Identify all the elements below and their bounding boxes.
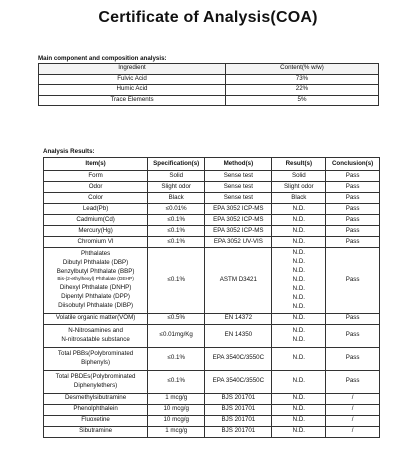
result-cell: N.D. [272,415,326,426]
item-line: N-nitrosatable substance [61,335,130,343]
analysis-heading: Analysis Results: [43,148,95,155]
table-row [44,426,380,437]
table-row [44,393,380,404]
table-row [44,193,380,204]
col-specifications: Specification(s) [148,158,205,171]
composition-table [38,63,379,106]
spec-cell: ≤0.1% [148,226,205,237]
item-line: Biphenyls) [81,358,111,366]
spec-cell: Black [148,193,205,204]
method-cell: EN 14372 [205,313,272,324]
result-cell: Solid [272,171,326,182]
conclusion-cell: Pass [326,226,380,237]
conclusion-cell: Pass [326,193,380,204]
item-cell: Cadmium(Cd) [44,215,148,226]
method-cell: EPA 3540C/3550C [205,347,272,370]
phthalates-items-cell [44,248,148,314]
conclusion-cell: Pass [326,248,380,314]
table-row [39,85,379,96]
result-cell: N.D. [272,370,326,393]
conclusion-cell: Pass [326,347,380,370]
item-cell: Odor [44,182,148,193]
spec-cell: ≤0.1% [148,370,205,393]
document-title: Certificate of Analysis(COA) [98,9,318,26]
col-results: Result(s) [272,158,326,171]
method-cell: EPA 3052 ICP-MS [205,215,272,226]
item-cell: Sibutramine [44,426,148,437]
conclusion-cell: / [326,415,380,426]
table-row [44,182,380,193]
table-row [39,74,379,85]
result-cell: N.D. [272,237,326,248]
conclusion-cell: Pass [326,324,380,347]
spec-cell: 10 mcg/g [148,404,205,415]
method-cell: EPA 3052 ICP-MS [205,204,272,215]
conclusion-cell: Pass [326,171,380,182]
item-cell: Mercury(Hg) [44,226,148,237]
result-cell: N.D. [272,226,326,237]
item-line: Total PBBs(Polybrominated [57,349,134,357]
method-cell: EN 14350 [205,324,272,347]
method-cell: BJS 201701 [205,393,272,404]
phthalate-item: Benzylbutyl Phthalate (BBP) [56,267,135,275]
result-cell: N.D. [272,347,326,370]
table-row [44,215,380,226]
item-line: Diphenylethers) [73,381,118,389]
spec-cell: ≤0.1% [148,237,205,248]
result-cell: N.D. [272,426,326,437]
method-cell: Sense test [205,171,272,182]
result-cell: N.D. [272,313,326,324]
conclusion-cell: Pass [326,370,380,393]
conclusion-cell: / [326,393,380,404]
item-cell: Phenolphthalein [44,404,148,415]
table-row [44,226,380,237]
conclusion-cell: / [326,404,380,415]
result-value: N.D. [292,249,306,256]
phthalate-item: Bis-(2-ethylhexyl) Phthalate (DEHP) [57,276,134,282]
item-cell: Color [44,193,148,204]
result-cell: N.D. [272,393,326,404]
spec-cell: ≤0.1% [148,347,205,370]
content-cell: 5% [226,95,379,106]
phthalate-item: Dihexyl Phthalate (DNHP) [59,283,132,291]
spec-cell: ≤0.1% [148,248,205,314]
item-cell [44,370,148,393]
table-row [44,204,380,215]
spec-cell: 1 mcg/g [148,393,205,404]
spec-cell: 10 mcg/g [148,415,205,426]
content-cell: 73% [226,74,379,85]
method-cell: Sense test [205,193,272,204]
item-cell: Fluoxetine [44,415,148,426]
result-value: N.D. [292,266,306,274]
method-cell: EPA 3052 UV-VIS [205,237,272,248]
pbb-row [44,347,380,370]
item-line: Total PBDEs(Polybrominated [55,372,136,380]
conclusion-cell: Pass [326,204,380,215]
table-row [44,313,380,324]
composition-header-row [39,64,379,75]
analysis-table [43,157,380,438]
result-value: N.D. [292,284,306,292]
table-row [44,415,380,426]
method-cell: ASTM D3421 [205,248,272,314]
spec-cell: Slight odor [148,182,205,193]
result-value: N.D. [292,275,306,283]
ingredient-cell: Trace Elements [39,95,226,106]
col-content: Content(% w/w) [226,64,379,75]
result-cell: N.D. [272,204,326,215]
result-value: N.D. [292,293,306,301]
analysis-header-row [44,158,380,171]
table-row [39,95,379,106]
col-items: Item(s) [44,158,148,171]
item-cell: Volatile organic matter(VOM) [44,313,148,324]
method-cell: BJS 201701 [205,426,272,437]
col-conclusions: Conclusion(s) [326,158,380,171]
nitrosamines-row [44,324,380,347]
conclusion-cell: Pass [326,237,380,248]
table-row [44,171,380,182]
method-cell: BJS 201701 [205,404,272,415]
item-cell: Form [44,171,148,182]
method-cell: EPA 3052 ICP-MS [205,226,272,237]
phthalates-results-cell [272,248,326,314]
phthalate-item: Diisobutyl Phthalate (DIBP) [58,301,134,309]
spec-cell: ≤0.1% [148,215,205,226]
item-cell [44,324,148,347]
spec-cell: ≤0.01% [148,204,205,215]
result-cell: N.D. [272,404,326,415]
col-methods: Method(s) [205,158,272,171]
spec-cell: ≤0.5% [148,313,205,324]
phthalate-item: Dibutyl Phthalate (DBP) [62,259,129,266]
spec-cell: Solid [148,171,205,182]
col-ingredient: Ingredient [39,64,226,75]
table-row [44,237,380,248]
method-cell: BJS 201701 [205,415,272,426]
result-cell [272,324,326,347]
item-cell: Desmethylsibutramine [44,393,148,404]
item-cell: Chromium VI [44,237,148,248]
item-cell: Lead(Pb) [44,204,148,215]
result-value: N.D. [292,302,306,310]
content-cell: 22% [226,85,379,96]
result-cell: N.D. [272,215,326,226]
conclusion-cell: Pass [326,313,380,324]
pbde-row [44,370,380,393]
conclusion-cell: / [326,426,380,437]
item-cell [44,347,148,370]
table-row [44,404,380,415]
result-value: N.D. [292,257,306,265]
result-cell: Slight odor [272,182,326,193]
ingredient-cell: Humic Acid [39,85,226,96]
result-value: N.D. [292,335,306,343]
result-cell: Black [272,193,326,204]
item-line: N-Nitrosamines and [68,326,123,334]
ingredient-cell: Fulvic Acid [39,74,226,85]
phthalates-row [44,248,380,314]
phthalate-item: Phthalates [80,250,111,258]
composition-heading: Main component and composition analysis: [38,55,167,62]
result-value: N.D. [292,326,306,334]
method-cell: Sense test [205,182,272,193]
conclusion-cell: Pass [326,215,380,226]
method-cell: EPA 3540C/3550C [205,370,272,393]
spec-cell: 1 mcg/g [148,426,205,437]
conclusion-cell: Pass [326,182,380,193]
phthalate-item: Dipentyl Phthalate (DPP) [61,292,130,300]
spec-cell: ≤0.01mg/Kg [148,324,205,347]
